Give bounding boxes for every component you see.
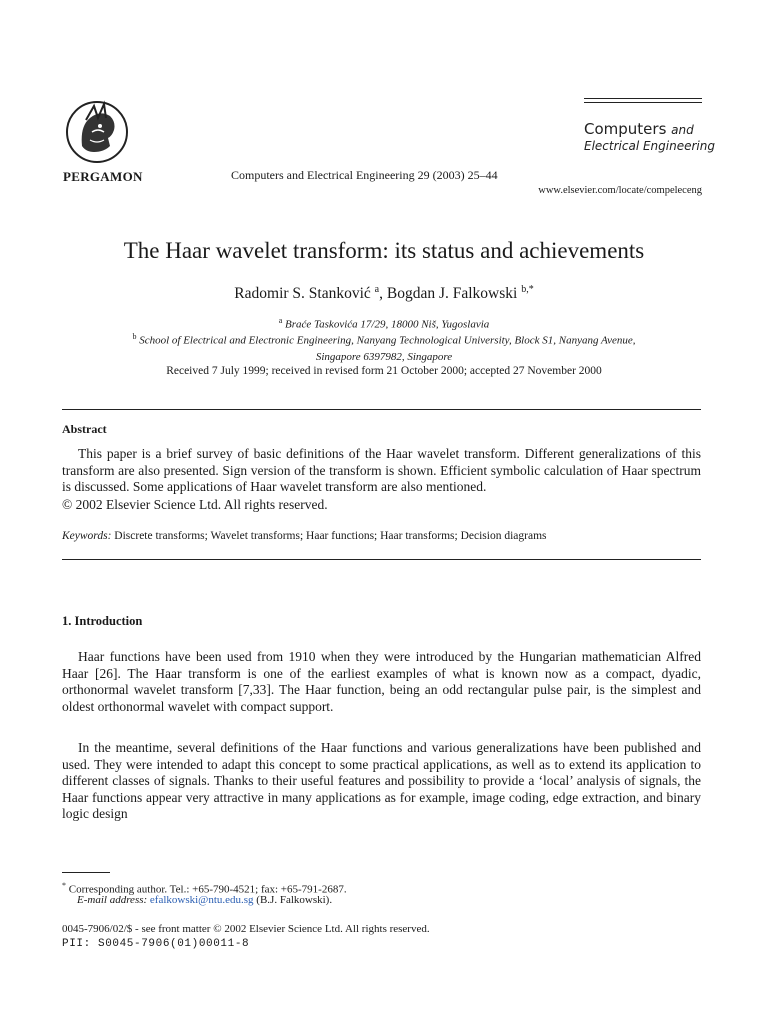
email-owner: (B.J. Falkowski).	[253, 894, 333, 906]
keywords-list: Discrete transforms; Wavelet transforms; Haar functions; Haar transforms; Decision diagrams	[114, 530, 547, 542]
author-affiliation-mark: a	[374, 284, 380, 295]
abstract-copyright: © 2002 Elsevier Science Ltd. All rights reserved.	[62, 497, 328, 512]
pergamon-head-icon	[64, 96, 130, 166]
brand-rule-top	[584, 98, 702, 99]
affiliation-b	[60, 329, 708, 365]
email-label: E-mail address:	[77, 894, 148, 906]
abstract-heading: Abstract	[62, 422, 107, 436]
footnote-text: Corresponding author. Tel.: +65-790-4521; fax: +65-791-2687.	[68, 883, 347, 896]
author-list	[0, 284, 768, 303]
issn-line: 0045-7906/02/$ - see front matter © 2002 Elsevier Science Ltd. All rights reserved.	[62, 923, 430, 935]
abstract-text: This paper is a brief survey of basic definitions of the Haar wavelet transform. Different generalizations of this transform are also presented. Sign version of the transform is shown. Efficient symbolic calculation of Haar spectrum is discussed. Some applications of Haar wavelet transform are also mentioned.	[62, 446, 701, 494]
keywords-label: Keywords:	[62, 530, 112, 542]
affiliation-text: Braće Taskovića 17/29, 18000 Niš, Yugoslavia	[285, 318, 490, 331]
author-name: Radomir S. Stanković	[234, 285, 371, 303]
footnote-email	[77, 893, 332, 907]
abstract-rule-top	[62, 409, 701, 410]
abstract-rule-bottom	[62, 559, 701, 560]
journal-citation: Computers and Electrical Engineering 29 (2003) 25–44	[231, 168, 498, 182]
affiliation-text: School of Electrical and Electronic Engineering, Nanyang Technological University, Block S1, Nanyang Avenue,	[139, 334, 636, 347]
footnote-rule	[62, 872, 110, 873]
article-title: The Haar wavelet transform: its status and achievements	[123, 238, 645, 263]
section-heading: 1. Introduction	[62, 614, 143, 628]
author-name: Bogdan J. Falkowski	[386, 285, 518, 303]
received-dates: Received 7 July 1999; received in revised form 21 October 2000; accepted 27 November 2000	[166, 365, 602, 377]
paragraph: Haar functions have been used from 1910 when they were introduced by the Hungarian mathematician Alfred Haar [26]. The Haar transform is one of the earliest examples of what is known now as a compact, dyadic, orthonormal wavelet transform [7,33]. The Haar function, being an odd rectangular pulse pair, is the simplest and oldest orthonormal wavelet with compact support.	[62, 649, 701, 714]
brand-word-and: and	[671, 123, 694, 137]
email-link[interactable]: efalkowski@ntu.edu.sg	[149, 894, 254, 906]
brand-line-1	[584, 120, 715, 139]
brand-word-computers: Computers	[584, 120, 667, 138]
pii-line: PII: S0045-7906(01)00011-8	[62, 938, 250, 950]
author-affiliation-mark: b,*	[521, 284, 534, 295]
footnote-mark: *	[62, 881, 66, 890]
journal-brand	[584, 120, 715, 154]
keywords	[62, 530, 547, 542]
publisher-name: PERGAMON	[63, 169, 143, 184]
author-separator: ,	[379, 285, 387, 303]
brand-rule-bottom	[584, 102, 702, 103]
affiliation-text: Singapore 6397982, Singapore	[315, 350, 453, 363]
publisher-logo	[64, 96, 130, 166]
brand-line-2: Electrical Engineering	[584, 138, 715, 153]
affiliation-mark: b	[132, 332, 137, 341]
affiliation-mark: a	[278, 316, 283, 325]
paragraph: In the meantime, several definitions of the Haar functions and various generalizations have been published and used. They were intended to adapt this concept to some practical applications, as well as to extend its application to different classes of signals. Thanks to their useful features and possibility to provide a ‘local’ analysis of signals, the Haar functions appear very attractive in many applications as for example, image coding, edge extraction, and binary logic design	[62, 740, 701, 821]
journal-url[interactable]: www.elsevier.com/locate/compeleceng	[538, 185, 702, 196]
